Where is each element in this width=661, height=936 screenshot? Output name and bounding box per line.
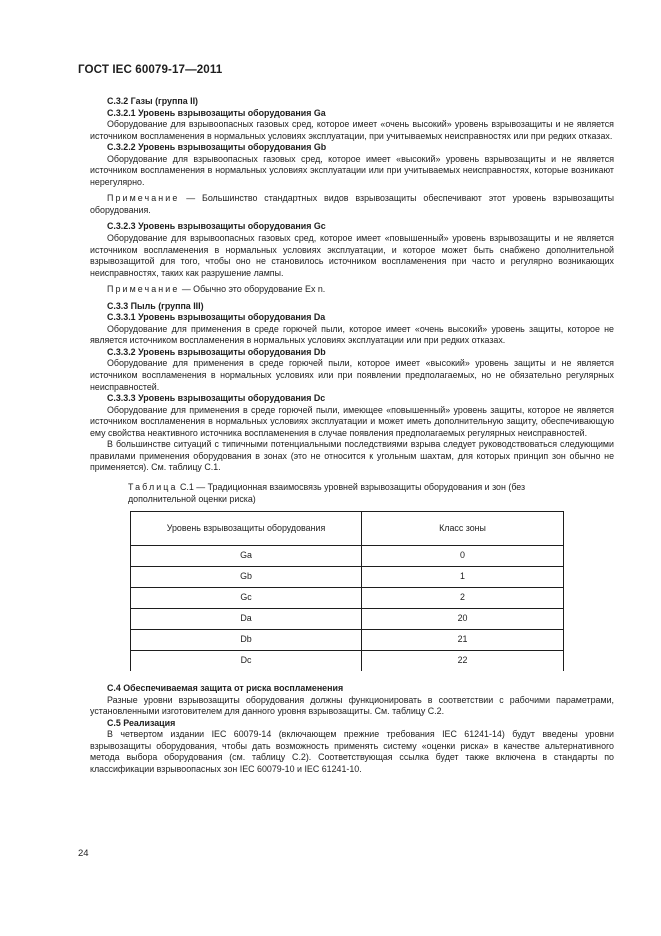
column-header: Уровень взрывозащиты оборудования <box>131 512 362 546</box>
table-cell: Db <box>131 630 362 651</box>
section-heading: С.3.3.1 Уровень взрывозащиты оборудования Da <box>107 312 326 323</box>
table-cell: Da <box>131 609 362 630</box>
table-cell: Gb <box>131 567 362 588</box>
note-label: Примечание <box>107 284 180 295</box>
table-row <box>131 567 564 588</box>
section-heading: С.3.2.1 Уровень взрывозащиты оборудования Ga <box>107 107 326 118</box>
table-row <box>131 588 564 609</box>
paragraph: Оборудование для взрывоопасных газовых сред, которое имеет «высокий» уровень взрывозащиты и не является источником воспламенения в нормальных условиях эксплуатации или при учитываемых неисправностях, которые возникают нерегулярно. <box>90 153 614 187</box>
table-cell: 21 <box>362 630 564 651</box>
table-header-row <box>131 512 564 546</box>
table-caption-text: С.1 — Традиционная взаимосвязь уровней взрывозащиты оборудования и зон (без дополнительной оценки риска) <box>128 481 526 504</box>
document-header: ГОСТ IEC 60079-17—2011 <box>78 63 223 76</box>
table-cell: 22 <box>362 651 564 672</box>
table-row <box>131 609 564 630</box>
section-heading: С.3.2 Газы (группа II) <box>107 96 198 106</box>
section-heading: С.3.2.2 Уровень взрывозащиты оборудования Gb <box>107 142 327 153</box>
note <box>90 284 614 296</box>
table-caption-label: Таблица <box>128 481 178 492</box>
zone-table <box>130 511 564 671</box>
table-cell: 1 <box>362 567 564 588</box>
section-heading: С.3.3.2 Уровень взрывозащиты оборудования Db <box>107 346 326 357</box>
section-heading: С.3.3.3 Уровень взрывозащиты оборудования Dc <box>107 393 326 404</box>
note-label: Примечание <box>107 193 180 204</box>
section-before-table <box>90 96 614 474</box>
table-cell: Dc <box>131 651 362 672</box>
section-after-table <box>90 683 614 775</box>
paragraph: Оборудование для взрывоопасных газовых сред, которое имеет «повышенный» уровень взрывозащиты и не является источником воспламенения в нормальных условиях эксплуатации, и которое может быть снабжено дополнительной взрывозащитой для того, чтобы оно не становилось источником воспламенения при часто и регулярно возникающих неисправностях, таких как разрушение лампы. <box>90 233 614 278</box>
page-content <box>90 96 614 775</box>
note-text: — Большинство стандартных видов взрывозащиты обеспечивают этот уровень взрывозащиты оборудования. <box>90 193 614 215</box>
table-caption <box>90 482 614 505</box>
column-header: Класс зоны <box>362 512 564 546</box>
table-row <box>131 630 564 651</box>
paragraph: Оборудование для применения в среде горючей пыли, имеющее «повышенный» уровень защиты, которое не является источником воспламенения в нормальных условиях эксплуатации и может иметь дополнительную защиту, обеспечивающую ему свойства неактивного источника воспламенения в случае появления предполагаемых регулярных неисправностей. <box>90 404 614 438</box>
table-cell: 2 <box>362 588 564 609</box>
table-row <box>131 546 564 567</box>
note-text: — Обычно это оборудование Ex n. <box>179 284 326 295</box>
section-heading: С.3.3 Пыль (группа III) <box>107 300 204 311</box>
paragraph: В большинстве ситуаций с типичными потенциальными последствиями взрыва следует руководствоваться следующими правилами применения оборудования в зонах (это не относится к угольным шахтам, для которых принцип зон обычно не применяется). См. таблицу С.1. <box>90 439 614 473</box>
table-row <box>131 651 564 672</box>
table-cell: Gc <box>131 588 362 609</box>
table-cell: Ga <box>131 546 362 567</box>
paragraph: Оборудование для применения в среде горючей пыли, которое имеет «очень высокий» уровень защиты, которое не является источником воспламенения в нормальных условиях эксплуатации или при редких отказах. <box>90 323 614 346</box>
table-cell: 0 <box>362 546 564 567</box>
paragraph: Разные уровни взрывозащиты оборудования должны функционировать в соответствии с рабочими параметрами, установленными изготовителем для данного уровня взрывозащиты. См. таблицу С.2. <box>90 694 614 717</box>
section-heading: С.3.2.3 Уровень взрывозащиты оборудования Gc <box>107 221 326 232</box>
paragraph: Оборудование для применения в среде горючей пыли, которое имеет «высокий» уровень защиты и не является источником воспламенения в нормальных условиях или при появлении предполагаемых, но не обязательно регулярных неисправностей. <box>90 358 614 392</box>
table-cell: 20 <box>362 609 564 630</box>
paragraph: Оборудование для взрывоопасных газовых сред, которое имеет «очень высокий» уровень взрывозащиты и не является источником воспламенения в нормальных условиях эксплуатации, при учитываемых неисправностях или при редких отказах. <box>90 119 614 141</box>
paragraph: В четвертом издании IEC 60079-14 (включающем прежние требования IEC 61241-14) будут введены уровни взрывозащиты оборудования, чтобы дать возможность применять систему «оценки риска» в качестве альтернативного метода выбора оборудования (см. таблицу С.2). Соответствующая ссылка будет также включена в стандарты по классификации взрывоопасных зон IEC 60079-10 и IEC 61241-10. <box>90 729 614 774</box>
section-heading: С.4 Обеспечиваемая защита от риска воспламенения <box>107 683 344 694</box>
note <box>90 193 614 216</box>
page-number: 24 <box>78 848 89 859</box>
section-heading: С.5 Реализация <box>107 717 176 728</box>
